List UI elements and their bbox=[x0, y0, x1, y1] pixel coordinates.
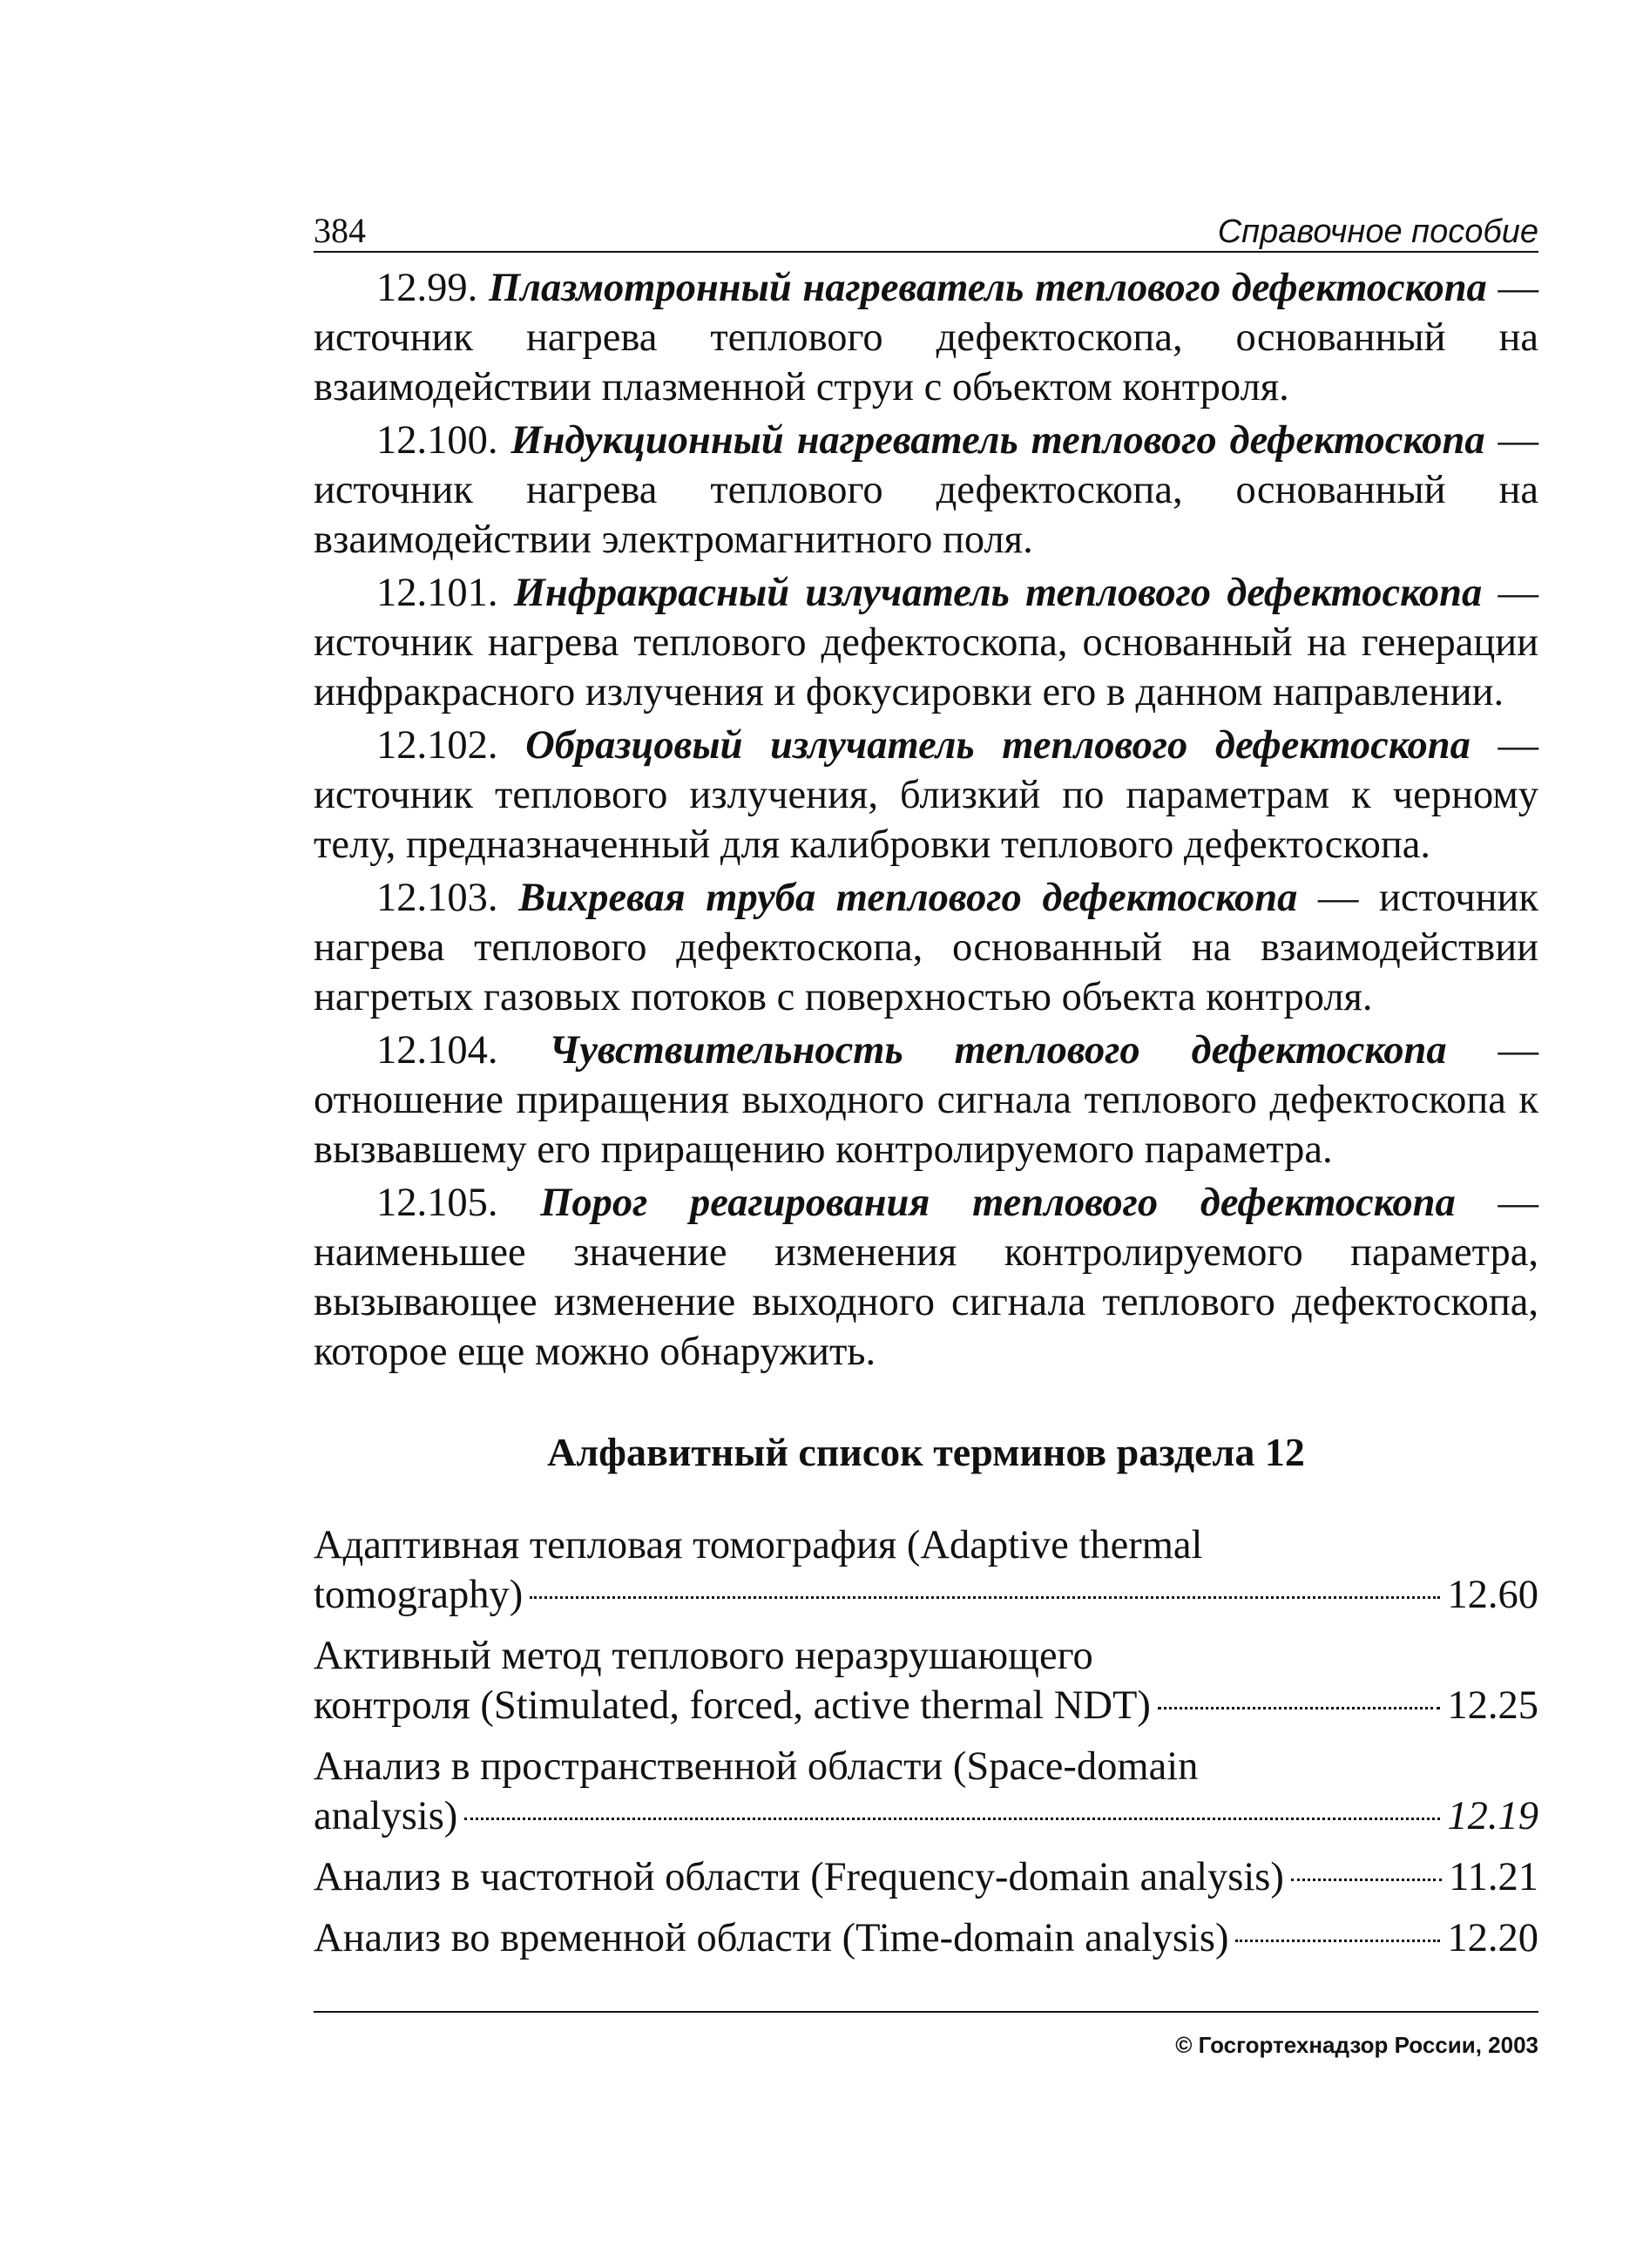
dot-leader bbox=[1291, 1879, 1442, 1881]
index-term-line1: Адаптивная тепловая томография (Adaptive thermal bbox=[314, 1523, 1203, 1567]
definition-entry bbox=[314, 416, 1538, 565]
entry-number: 12.105. bbox=[376, 1181, 498, 1225]
index-reference: 11.21 bbox=[1449, 1855, 1538, 1899]
entry-number: 12.103. bbox=[376, 876, 498, 920]
entry-definition: — наименьшее значение изменения контролируемого параметра, вызывающее изменение выходного сигнала теплового дефектоскопа, которое еще можно обнаружить. bbox=[314, 1181, 1538, 1374]
index-item bbox=[314, 1631, 1538, 1730]
definitions-list bbox=[314, 263, 1538, 1377]
index-term-line2: tomography) bbox=[314, 1573, 524, 1617]
index-term-line2: analysis) bbox=[314, 1794, 458, 1838]
entry-number: 12.101. bbox=[376, 571, 498, 615]
copyright-footer: © Госгортехнадзор России, 2003 bbox=[314, 2011, 1538, 2059]
dot-leader bbox=[464, 1818, 1440, 1820]
index-term-line1: Анализ в пространственной области (Space-domain bbox=[314, 1744, 1199, 1789]
entry-definition: — источник нагрева теплового дефектоскопа, основанный на взаимодействии плазменной струи с объектом контроля. bbox=[314, 266, 1538, 410]
entry-number: 12.99. bbox=[376, 266, 478, 310]
index-item bbox=[314, 1520, 1538, 1620]
definition-entry bbox=[314, 1026, 1538, 1175]
index-reference: 12.20 bbox=[1447, 1916, 1538, 1960]
entry-term: Плазмотронный нагреватель теплового дефектоскопа bbox=[488, 266, 1487, 310]
entry-definition: — источник нагрева теплового дефектоскопа, основанный на генерации инфракрасного излучения и фокусировки его в данном направлении. bbox=[314, 571, 1538, 714]
entry-definition: — источник нагрева теплового дефектоскопа, основанный на взаимодействии нагретых газовых потоков с поверхностью объекта контроля. bbox=[314, 876, 1539, 1019]
definition-entry bbox=[314, 873, 1538, 1022]
section-title: Алфавитный список терминов раздела 12 bbox=[547, 1430, 1305, 1474]
entry-term: Инфракрасный излучатель теплового дефектоскопа bbox=[513, 571, 1483, 615]
entry-term: Порог реагирования теплового дефектоскопа bbox=[540, 1181, 1456, 1225]
entry-term: Образцовый излучатель теплового дефектоскопа bbox=[525, 723, 1471, 768]
entry-number: 12.104. bbox=[376, 1028, 498, 1073]
index-reference: 12.60 bbox=[1447, 1573, 1538, 1617]
index-term-line2: Анализ во временной области (Time-domain analysis) bbox=[314, 1916, 1229, 1960]
index-item bbox=[314, 1913, 1538, 1963]
index-item bbox=[314, 1852, 1538, 1902]
entry-term: Чувствительность теплового дефектоскопа bbox=[549, 1028, 1447, 1073]
document-page bbox=[314, 199, 1538, 2059]
term-index bbox=[314, 1520, 1538, 1963]
index-reference: 12.25 bbox=[1447, 1683, 1538, 1728]
page-number: 384 bbox=[314, 211, 366, 250]
page-header bbox=[314, 199, 1538, 253]
entry-definition: — источник теплового излучения, близкий по параметрам к черному телу, предназначенный для калибровки теплового дефектоскопа. bbox=[314, 723, 1539, 867]
dot-leader bbox=[1158, 1707, 1440, 1709]
index-item bbox=[314, 1742, 1538, 1841]
running-title: Справочное пособие bbox=[1217, 213, 1538, 250]
entry-term: Вихревая труба теплового дефектоскопа bbox=[518, 876, 1298, 920]
entry-definition: — отношение приращения выходного сигнала теплового дефектоскопа к вызвавшему его приращению контролируемого параметра. bbox=[314, 1028, 1539, 1172]
definition-entry bbox=[314, 1178, 1538, 1377]
dot-leader bbox=[1235, 1940, 1440, 1942]
entry-number: 12.100. bbox=[376, 418, 498, 463]
dot-leader bbox=[530, 1596, 1440, 1599]
index-reference: 12.19 bbox=[1447, 1794, 1538, 1838]
index-term-line1: Активный метод теплового неразрушающего bbox=[314, 1634, 1093, 1678]
entry-number: 12.102. bbox=[376, 723, 498, 768]
entry-term: Индукционный нагреватель теплового дефектоскопа bbox=[510, 418, 1485, 463]
index-term-line2: контроля (Stimulated, forced, active thermal NDT) bbox=[314, 1683, 1151, 1728]
definition-entry bbox=[314, 568, 1538, 717]
definition-entry bbox=[314, 721, 1538, 870]
entry-definition: — источник нагрева теплового дефектоскопа, основанный на взаимодействии электромагнитного поля. bbox=[314, 418, 1538, 562]
index-term-line2: Анализ в частотной области (Frequency-domain analysis) bbox=[314, 1855, 1284, 1899]
definition-entry bbox=[314, 263, 1538, 412]
